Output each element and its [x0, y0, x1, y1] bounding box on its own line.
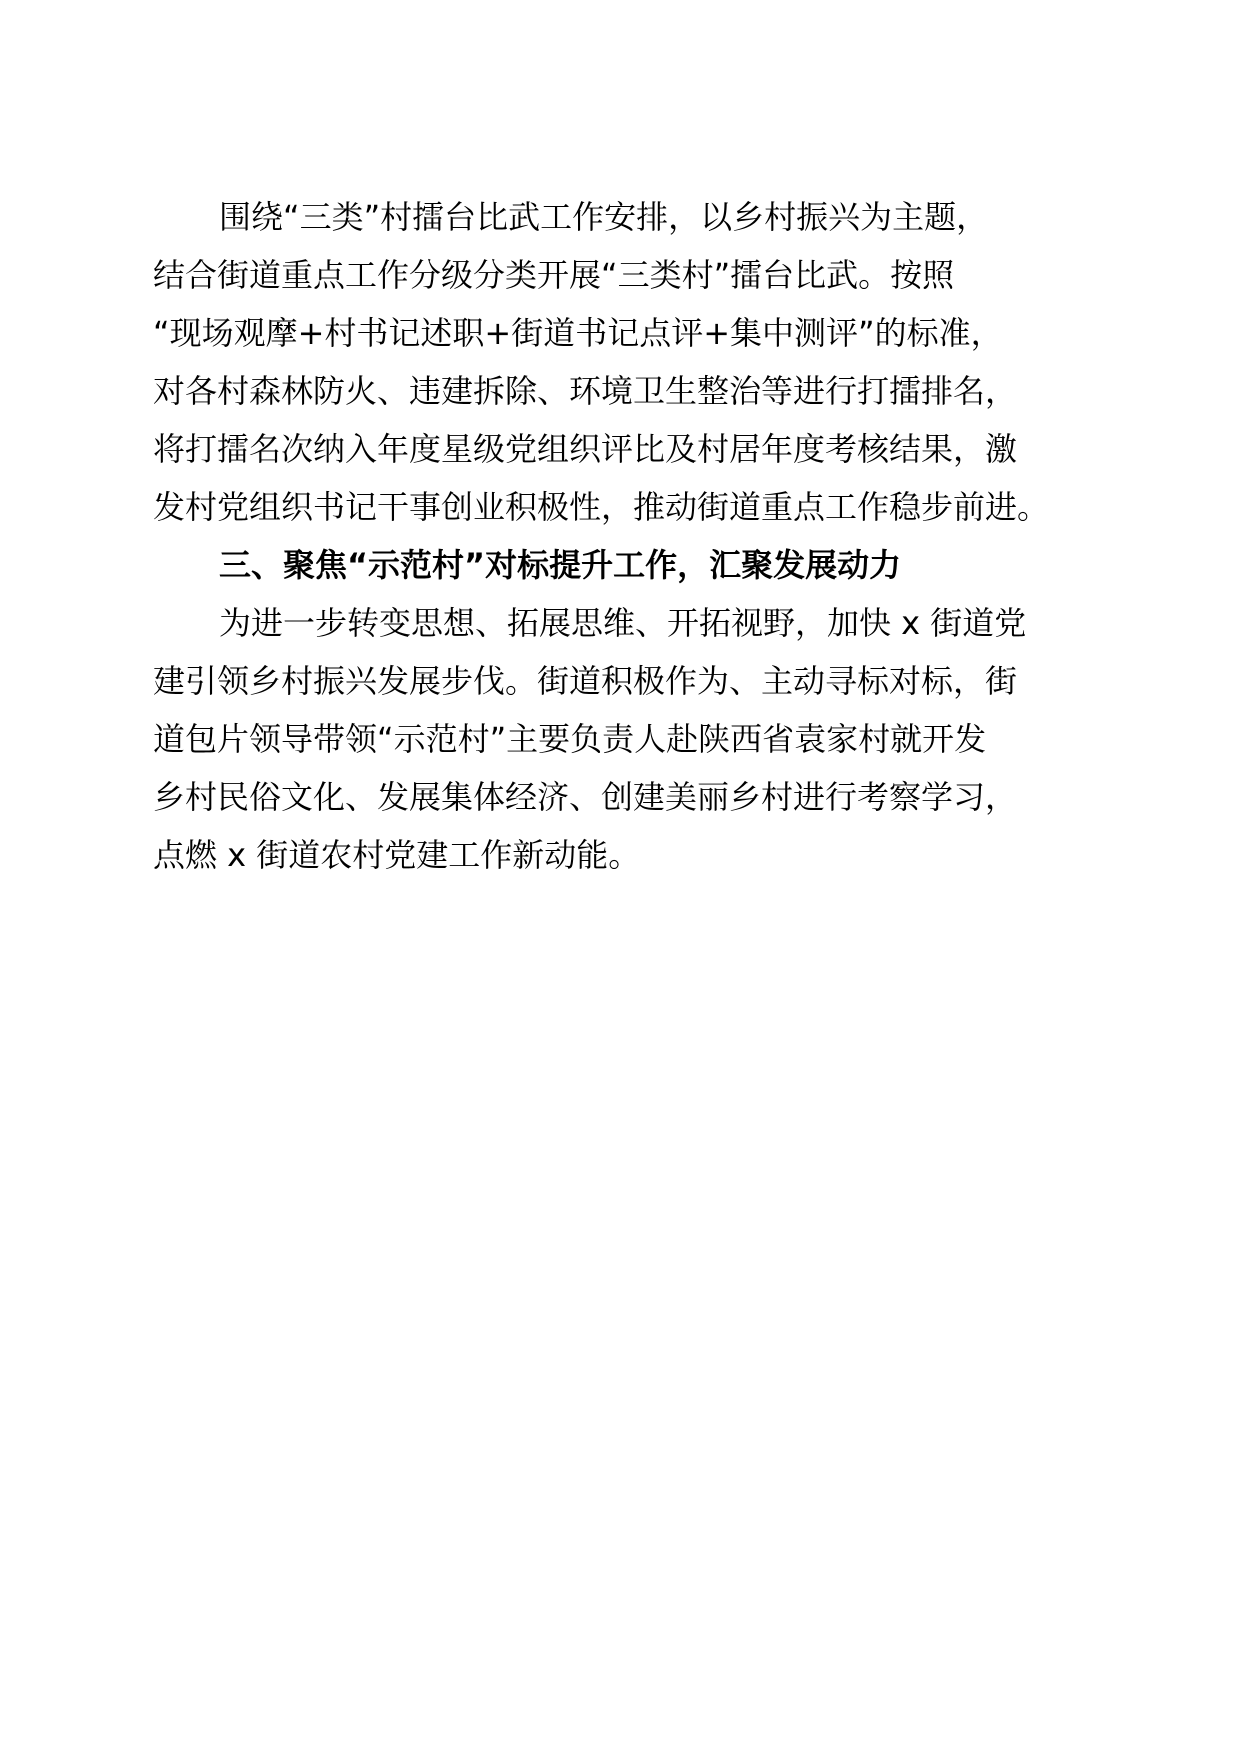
- text-line: 乡村民俗文化、发展集体经济、创建美丽乡村进行考察学习，: [153, 778, 1018, 816]
- text-line: 结合街道重点工作分级分类开展“三类村”擂台比武。按照: [153, 256, 955, 294]
- text-line: “现场观摩+村书记述职+街道书记点评+集中测评”的标准，: [153, 314, 1003, 352]
- text-line: 对各村森林防火、违建拆除、环境卫生整治等进行打擂排名，: [153, 372, 1018, 410]
- paragraph-village-competition: [153, 188, 1063, 536]
- paragraph-model-village: [153, 594, 1063, 884]
- text-line: 道包片领导带领“示范村”主要负责人赴陕西省袁家村就开发: [153, 720, 987, 758]
- section-heading: 三、聚焦“示范村”对标提升工作，汇聚发展动力: [219, 546, 902, 584]
- document-body: [153, 188, 1063, 884]
- text-line: 为进一步转变思想、拓展思维、开拓视野，加快 x 街道党: [219, 604, 1027, 642]
- text-line: 建引领乡村振兴发展步伐。街道积极作为、主动寻标对标，街: [153, 662, 1018, 700]
- text-line: 发村党组织书记干事创业积极性，推动街道重点工作稳步前进。: [153, 488, 1050, 526]
- text-line: 围绕“三类”村擂台比武工作安排，以乡村振兴为主题，: [219, 198, 989, 236]
- text-line: 将打擂名次纳入年度星级党组织评比及村居年度考核结果，激: [153, 430, 1018, 468]
- text-line: 点燃 x 街道农村党建工作新动能。: [153, 836, 641, 874]
